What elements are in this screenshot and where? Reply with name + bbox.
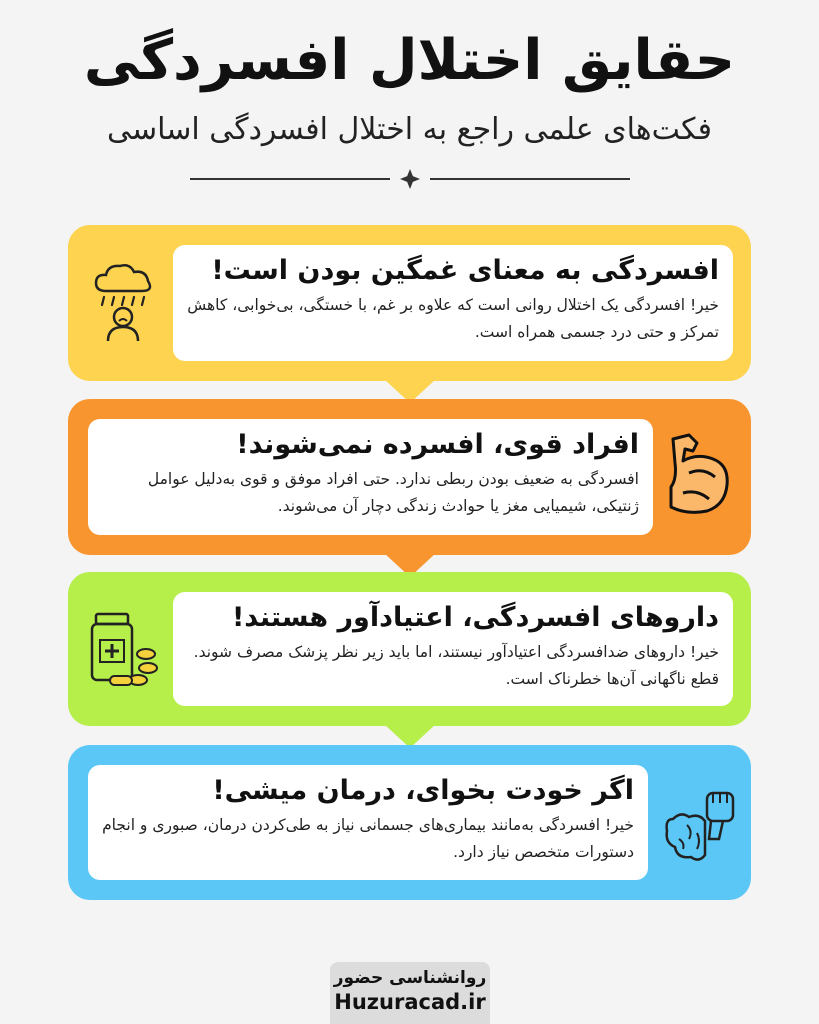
brand-name: روانشناسی حضور xyxy=(333,968,487,988)
fact-card-2-heading: افراد قوی، افسرده نمی‌شوند! xyxy=(236,429,639,460)
fact-card-2-content xyxy=(88,419,653,535)
page-subtitle: فکت‌های علمی راجع به اختلال افسردگی اساسی xyxy=(107,112,712,147)
brain-fist-icon xyxy=(663,779,741,865)
ornament-divider xyxy=(190,168,630,190)
fact-card-3-content xyxy=(173,592,733,706)
page-title: حقایق اختلال افسردگی xyxy=(83,28,736,93)
fact-card-4-heading: اگر خودت بخوای، درمان میشی! xyxy=(212,775,634,806)
fact-card-4-content xyxy=(88,765,648,880)
fact-card-1-content xyxy=(173,245,733,361)
website-link[interactable]: Huzuracad.ir xyxy=(334,990,486,1014)
fact-card-2-body: افسردگی به ضعیف بودن ربطی ندارد. حتی افراد موفق و قوی به‌دلیل عوامل ژنتیکی، شیمیایی مغز یا حوادث زندگی دچار آن می‌شوند. xyxy=(147,470,639,515)
rain-cloud-sad-person-icon xyxy=(92,259,156,343)
fact-card-1-heading: افسردگی به معنای غمگین بودن است! xyxy=(211,255,719,286)
fact-card-3-heading: داروهای افسردگی، اعتیادآور هستند! xyxy=(231,602,719,633)
flexed-arm-icon xyxy=(663,429,735,519)
fact-card-2 xyxy=(68,399,751,555)
brand-footer xyxy=(330,962,490,1024)
pill-bottle-icon xyxy=(88,610,162,690)
fact-card-3 xyxy=(68,572,751,726)
fact-card-4-body: خیر! افسردگی به‌مانند بیماری‌های جسمانی نیاز به طی‌کردن درمان، صبوری و انجام دستورات متخصص نیاز دارد. xyxy=(102,816,634,861)
fact-card-4 xyxy=(68,745,751,900)
fact-card-1 xyxy=(68,225,751,381)
fact-card-1-body: خیر! افسردگی یک اختلال روانی است که علاوه بر غم، با خستگی، بی‌خوابی، کاهش تمرکز و حتی درد جسمی همراه است. xyxy=(187,296,719,341)
fact-card-3-body: خیر! داروهای ضدافسردگی اعتیادآور نیستند، اما باید زیر نظر پزشک مصرف شوند. قطع ناگهانی آن‌ها خطرناک است. xyxy=(193,643,719,688)
